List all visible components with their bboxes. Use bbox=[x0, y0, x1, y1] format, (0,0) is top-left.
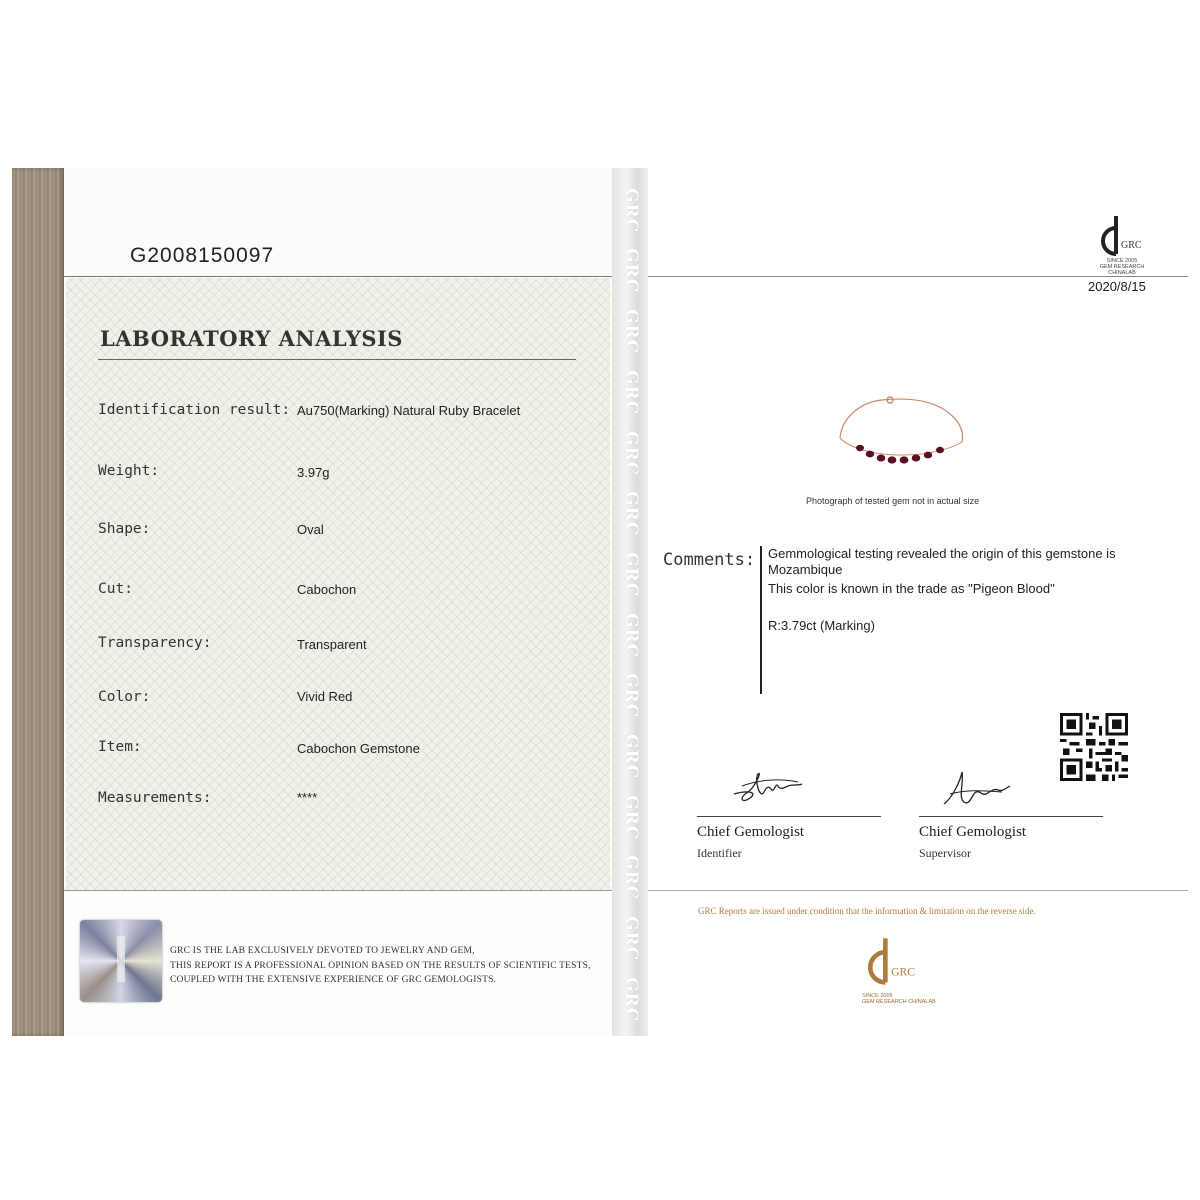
signatory-role: Supervisor bbox=[919, 846, 971, 860]
field-label-item: Item: bbox=[98, 739, 142, 755]
logo-text: GRC bbox=[1121, 240, 1142, 251]
watermark-text: GRC bbox=[621, 187, 641, 233]
bracelet-photo bbox=[832, 388, 968, 468]
field-value-color: Vivid Red bbox=[297, 689, 353, 704]
watermark-text: GRC bbox=[621, 855, 641, 901]
qr-code-icon[interactable] bbox=[1060, 713, 1128, 781]
signature-identifier bbox=[728, 764, 808, 812]
divider bbox=[648, 890, 1188, 891]
comment-line: Mozambique bbox=[768, 562, 843, 577]
watermark-text: GRC bbox=[621, 309, 641, 355]
field-value-measurements: **** bbox=[297, 790, 318, 805]
signature-supervisor bbox=[940, 764, 1016, 812]
watermark-text: GRC bbox=[621, 673, 641, 719]
logo-caption bbox=[862, 993, 942, 1005]
photo-caption: Photograph of tested gem not in actual size bbox=[806, 496, 980, 506]
logo-since: SINCE 2005 bbox=[1106, 258, 1138, 264]
watermark-text: GRC bbox=[621, 916, 641, 962]
field-value-identification: Au750(Marking) Natural Ruby Bracelet bbox=[297, 403, 521, 418]
watermark-text: GRC bbox=[621, 734, 641, 780]
field-label-identification: Identification result: bbox=[98, 402, 291, 418]
field-value-weight: 3.97g bbox=[297, 465, 330, 480]
logo-text: GRC bbox=[891, 965, 916, 979]
watermark-text: GRC bbox=[621, 430, 641, 476]
grc-logo-icon bbox=[862, 936, 918, 994]
comment-line: This color is known in the trade as "Pigeon Blood" bbox=[768, 581, 1055, 596]
comments-divider bbox=[760, 546, 762, 694]
field-label-color: Color: bbox=[98, 689, 151, 705]
field-value-transparency: Transparent bbox=[297, 637, 367, 652]
watermark-text: GRC bbox=[621, 551, 641, 598]
signatory-role: Identifier bbox=[697, 846, 742, 860]
watermark-text: GRC bbox=[621, 369, 641, 416]
report-date: 2020/8/15 bbox=[1088, 279, 1146, 294]
field-label-cut: Cut: bbox=[98, 581, 133, 597]
field-label-measurements: Measurements: bbox=[98, 790, 212, 806]
divider bbox=[64, 276, 612, 277]
logo-subtitle: GEM RESEARCH CHINALAB bbox=[1099, 264, 1145, 276]
field-label-weight: Weight: bbox=[98, 463, 160, 479]
watermark-text: GRC bbox=[621, 794, 641, 840]
divider bbox=[64, 890, 612, 891]
field-value-item: Cabochon Gemstone bbox=[297, 741, 420, 756]
signatory-title: Chief Gemologist bbox=[919, 824, 1027, 840]
divider bbox=[648, 276, 1188, 277]
signature-line bbox=[697, 816, 881, 817]
field-value-cut: Cabochon bbox=[297, 582, 357, 597]
footer-text-line: COUPLED WITH THE EXTENSIVE EXPERIENCE OF GRC GEMOLOGISTS. bbox=[170, 975, 497, 985]
section-title: LABORATORY ANALYSIS bbox=[100, 326, 403, 351]
title-underline bbox=[98, 359, 576, 360]
report-number: G2008150097 bbox=[130, 244, 275, 267]
gutter-watermark bbox=[619, 180, 643, 1030]
disclaimer-text: GRC Reports are issued under condition that the information & limitation on the reverse side. bbox=[698, 906, 1036, 916]
field-label-shape: Shape: bbox=[98, 521, 151, 537]
watermark-text: GRC bbox=[621, 491, 641, 537]
watermark-text: GRC bbox=[621, 248, 641, 294]
field-label-transparency: Transparency: bbox=[98, 635, 212, 651]
certificate-spine bbox=[12, 168, 64, 1036]
footer-text-line: GRC IS THE LAB EXCLUSIVELY DEVOTED TO JEWELRY AND GEM, bbox=[170, 946, 475, 956]
watermark-text: GRC bbox=[621, 612, 641, 658]
field-value-shape: Oval bbox=[297, 522, 324, 537]
footer-text-line: THIS REPORT IS A PROFESSIONAL OPINION BASED ON THE RESULTS OF SCIENTIFIC TESTS, bbox=[170, 961, 591, 971]
comments-label: Comments: bbox=[663, 550, 756, 570]
watermark-text: GRC bbox=[621, 976, 641, 1023]
logo-subtitle: GEM RESEARCH CHINALAB bbox=[862, 999, 936, 1005]
grc-logo-icon bbox=[1096, 214, 1144, 264]
comment-line: R:3.79ct (Marking) bbox=[768, 618, 875, 633]
logo-since: SINCE 2005 bbox=[862, 993, 893, 999]
logo-caption bbox=[1092, 258, 1152, 276]
signature-line bbox=[919, 816, 1103, 817]
signatory-title: Chief Gemologist bbox=[697, 824, 805, 840]
comment-line: Gemmological testing revealed the origin of this gemstone is bbox=[768, 546, 1116, 561]
